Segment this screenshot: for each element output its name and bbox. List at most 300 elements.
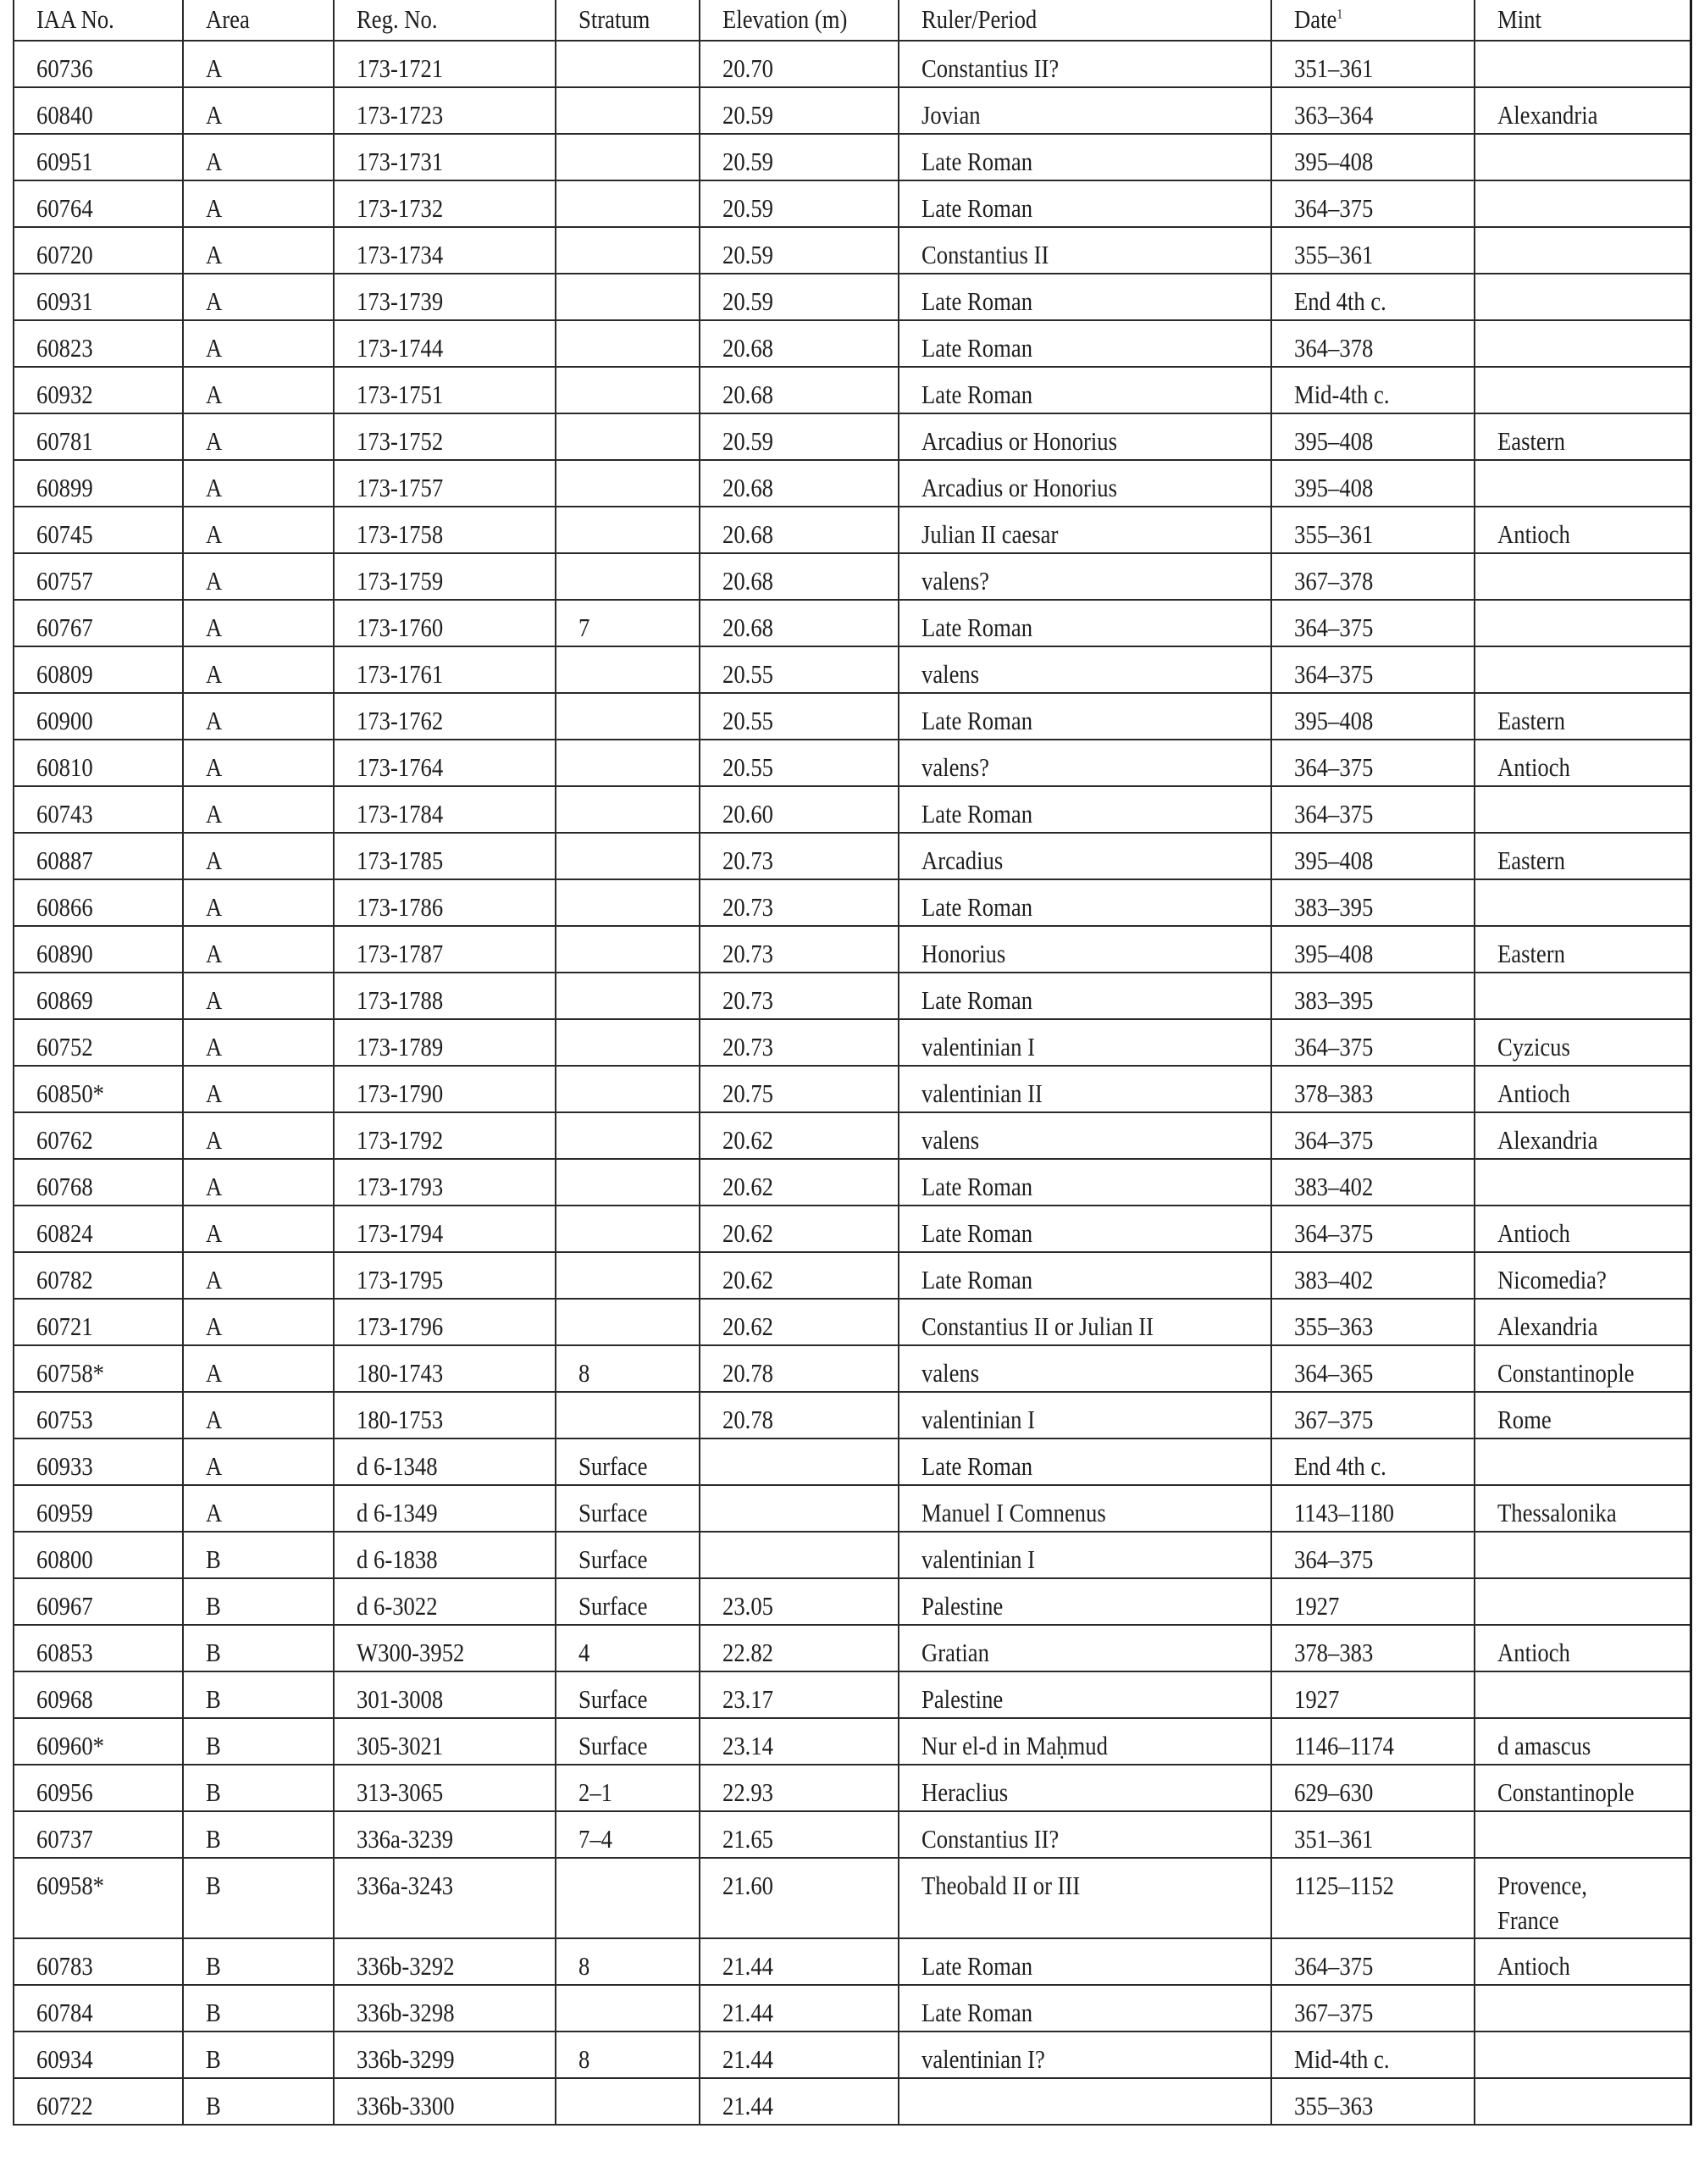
- cell-ruler: [899, 1811, 1271, 1858]
- table-row: [14, 1252, 1691, 1299]
- cell-iaa-no: [14, 180, 183, 227]
- cell-mint: [1475, 413, 1691, 460]
- cell-reg-no: [334, 1858, 556, 1938]
- cell-area: [183, 1718, 334, 1765]
- cell-reg-no: [334, 2032, 556, 2078]
- cell-text: 20.78: [722, 1405, 773, 1434]
- cell-mint: [1475, 553, 1691, 600]
- cell-stratum: [556, 1985, 700, 2032]
- cell-text: 395–408: [1294, 939, 1374, 968]
- cell-stratum: [556, 41, 700, 87]
- cell-iaa-no: [14, 1438, 183, 1485]
- cell-text: valens: [921, 659, 980, 689]
- cell-text: 173-1785: [357, 845, 444, 875]
- cell-area: [183, 1159, 334, 1206]
- cell-text: valens: [921, 1358, 980, 1388]
- coin-catalogue-table: [13, 0, 1692, 2126]
- cell-mint: [1475, 320, 1691, 367]
- cell-text: 60768: [36, 1172, 93, 1201]
- cell-ruler: [899, 1019, 1271, 1066]
- cell-text: B: [206, 1951, 221, 1981]
- cell-text: 363–364: [1294, 100, 1374, 130]
- cell-text: Late Roman: [921, 613, 1033, 642]
- cell-text: 60810: [36, 752, 93, 782]
- cell-text: A: [206, 240, 223, 269]
- cell-text: A: [206, 100, 223, 130]
- cell-text: 60809: [36, 659, 93, 689]
- cell-date: [1271, 1858, 1475, 1938]
- cell-text: 21.44: [722, 2091, 773, 2120]
- cell-ruler: [899, 413, 1271, 460]
- cell-text: Alexandria: [1497, 100, 1598, 130]
- cell-text: 20.73: [722, 845, 773, 875]
- cell-text: A: [206, 892, 223, 922]
- cell-text: valentinian I: [921, 1544, 1035, 1574]
- cell-ruler: [899, 600, 1271, 646]
- cell-elevation: [700, 1985, 899, 2032]
- cell-elevation: [700, 1625, 899, 1671]
- cell-reg-no: [334, 646, 556, 693]
- cell-text: 60767: [36, 613, 93, 642]
- cell-text: 20.73: [722, 985, 773, 1015]
- cell-elevation: [700, 1299, 899, 1345]
- table-row: [14, 1985, 1691, 2032]
- cell-text: 60762: [36, 1125, 93, 1155]
- cell-text: 336b-3300: [357, 2091, 455, 2120]
- table-row: [14, 1159, 1691, 1206]
- cell-text: 305-3021: [357, 1731, 444, 1760]
- cell-text: 21.44: [722, 1998, 773, 2027]
- cell-mint: [1475, 1345, 1691, 1392]
- cell-text: 20.68: [722, 519, 773, 549]
- cell-text: 364–375: [1294, 1218, 1374, 1248]
- cell-text: 60764: [36, 193, 93, 223]
- cell-text: 60824: [36, 1218, 93, 1248]
- cell-mint: [1475, 180, 1691, 227]
- cell-elevation: [700, 320, 899, 367]
- cell-ruler: [899, 1438, 1271, 1485]
- cell-stratum: [556, 879, 700, 926]
- cell-date: [1271, 1112, 1475, 1159]
- cell-text: 4: [578, 1638, 590, 1667]
- cell-text: Antioch: [1497, 1951, 1570, 1981]
- cell-ruler: [899, 2032, 1271, 2078]
- header-ruler-period: [899, 0, 1271, 41]
- cell-text: Alexandria: [1497, 1311, 1598, 1341]
- cell-mint: [1475, 740, 1691, 786]
- cell-mint: [1475, 1671, 1691, 1718]
- cell-elevation: [700, 507, 899, 553]
- table-row: [14, 1066, 1691, 1112]
- cell-date: [1271, 1206, 1475, 1252]
- cell-text: Cyzicus: [1497, 1032, 1570, 1062]
- cell-text: 383–395: [1294, 892, 1374, 922]
- cell-text: A: [206, 1172, 223, 1201]
- table-row: [14, 600, 1691, 646]
- header-elevation: [700, 0, 899, 41]
- cell-mint: [1475, 460, 1691, 507]
- cell-text: A: [206, 613, 223, 642]
- cell-reg-no: [334, 41, 556, 87]
- header-label: [1294, 2, 1342, 36]
- cell-date: [1271, 507, 1475, 553]
- cell-date: [1271, 1392, 1475, 1438]
- cell-iaa-no: [14, 87, 183, 134]
- cell-text: End 4th c.: [1294, 1451, 1386, 1481]
- cell-text: 351–361: [1294, 1824, 1374, 1854]
- cell-text: 60931: [36, 286, 93, 316]
- cell-text: d 6-1838: [357, 1544, 438, 1574]
- cell-text: 395–408: [1294, 426, 1374, 456]
- cell-iaa-no: [14, 786, 183, 833]
- cell-text: Late Roman: [921, 706, 1033, 735]
- cell-date: [1271, 1252, 1475, 1299]
- cell-text: 60960*: [36, 1731, 104, 1760]
- cell-text: 22.82: [722, 1638, 773, 1667]
- cell-text: 60890: [36, 939, 93, 968]
- cell-date: [1271, 926, 1475, 973]
- cell-mint: [1475, 973, 1691, 1019]
- cell-stratum: [556, 2078, 700, 2125]
- cell-text: 173-1794: [357, 1218, 444, 1248]
- cell-stratum: [556, 1206, 700, 1252]
- table-row: [14, 1299, 1691, 1345]
- cell-mint: [1475, 227, 1691, 274]
- cell-stratum: [556, 600, 700, 646]
- cell-stratum: [556, 1019, 700, 1066]
- cell-reg-no: [334, 833, 556, 879]
- cell-stratum: [556, 1066, 700, 1112]
- cell-reg-no: [334, 1019, 556, 1066]
- cell-ruler: [899, 507, 1271, 553]
- cell-text: A: [206, 333, 223, 363]
- cell-text: A: [206, 1358, 223, 1388]
- cell-text: A: [206, 706, 223, 735]
- cell-iaa-no: [14, 1299, 183, 1345]
- cell-text: A: [206, 1265, 223, 1294]
- cell-text: 20.59: [722, 147, 773, 176]
- cell-date: [1271, 320, 1475, 367]
- cell-text: 2–1: [578, 1777, 612, 1807]
- cell-text: 301-3008: [357, 1684, 444, 1714]
- cell-text: 20.62: [722, 1125, 773, 1155]
- cell-text: Arcadius or Honorius: [921, 426, 1118, 456]
- cell-text: 8: [578, 2044, 590, 2074]
- cell-stratum: [556, 1159, 700, 1206]
- cell-text: 173-1789: [357, 1032, 444, 1062]
- cell-text: 364–375: [1294, 659, 1374, 689]
- cell-iaa-no: [14, 460, 183, 507]
- footnote-marker: 1: [1337, 7, 1343, 22]
- cell-text: 336a-3239: [357, 1824, 454, 1854]
- cell-text: 336b-3299: [357, 2044, 455, 2074]
- cell-text: Nicomedia?: [1497, 1265, 1607, 1294]
- cell-reg-no: [334, 600, 556, 646]
- table-row: [14, 786, 1691, 833]
- cell-text: Antioch: [1497, 1078, 1570, 1108]
- cell-reg-no: [334, 553, 556, 600]
- cell-reg-no: [334, 1252, 556, 1299]
- cell-text: A: [206, 1032, 223, 1062]
- cell-text: Arcadius or Honorius: [921, 473, 1118, 502]
- cell-text: 367–375: [1294, 1998, 1374, 2027]
- cell-text: Surface: [578, 1684, 648, 1714]
- cell-elevation: [700, 460, 899, 507]
- cell-text: Eastern: [1497, 706, 1565, 735]
- cell-iaa-no: [14, 1112, 183, 1159]
- cell-iaa-no: [14, 553, 183, 600]
- cell-ruler: [899, 1159, 1271, 1206]
- cell-stratum: [556, 460, 700, 507]
- cell-text: B: [206, 2091, 221, 2120]
- cell-iaa-no: [14, 507, 183, 553]
- table-row: [14, 646, 1691, 693]
- table-row: [14, 41, 1691, 87]
- table-row: [14, 1485, 1691, 1532]
- cell-mint: [1475, 600, 1691, 646]
- cell-elevation: [700, 274, 899, 320]
- cell-date: [1271, 600, 1475, 646]
- cell-elevation: [700, 227, 899, 274]
- cell-text: 173-1751: [357, 380, 444, 409]
- table-row: [14, 693, 1691, 740]
- cell-text: 20.73: [722, 892, 773, 922]
- cell-reg-no: [334, 1066, 556, 1112]
- cell-area: [183, 41, 334, 87]
- cell-iaa-no: [14, 1066, 183, 1112]
- cell-mint: [1475, 1625, 1691, 1671]
- cell-stratum: [556, 553, 700, 600]
- cell-reg-no: [334, 1578, 556, 1625]
- cell-text: Late Roman: [921, 1451, 1033, 1481]
- cell-text: A: [206, 286, 223, 316]
- cell-text: 60752: [36, 1032, 93, 1062]
- cell-text: 60737: [36, 1824, 93, 1854]
- header-row: [14, 0, 1691, 41]
- cell-reg-no: [334, 227, 556, 274]
- cell-area: [183, 926, 334, 973]
- cell-text: Late Roman: [921, 799, 1033, 829]
- cell-text: B: [206, 2044, 221, 2074]
- cell-stratum: [556, 1858, 700, 1938]
- cell-mint: [1475, 2032, 1691, 2078]
- cell-text: Mid-4th c.: [1294, 2044, 1390, 2074]
- cell-date: [1271, 134, 1475, 180]
- cell-mint: [1475, 879, 1691, 926]
- cell-text: Eastern: [1497, 939, 1565, 968]
- table-row: [14, 1811, 1691, 1858]
- cell-ruler: [899, 1252, 1271, 1299]
- cell-stratum: [556, 2032, 700, 2078]
- cell-area: [183, 1019, 334, 1066]
- cell-elevation: [700, 833, 899, 879]
- cell-iaa-no: [14, 1985, 183, 2032]
- cell-text: 23.14: [722, 1731, 773, 1760]
- cell-text: A: [206, 1218, 223, 1248]
- cell-date: [1271, 973, 1475, 1019]
- cell-reg-no: [334, 926, 556, 973]
- cell-text: 355–363: [1294, 2091, 1374, 2120]
- cell-mint: [1475, 1811, 1691, 1858]
- cell-ruler: [899, 87, 1271, 134]
- cell-text: 8: [578, 1951, 590, 1981]
- cell-text: 60899: [36, 473, 93, 502]
- cell-iaa-no: [14, 274, 183, 320]
- cell-text: B: [206, 1638, 221, 1667]
- cell-mint: [1475, 507, 1691, 553]
- cell-mint: [1475, 1112, 1691, 1159]
- cell-text: 1927: [1294, 1591, 1340, 1621]
- cell-elevation: [700, 1578, 899, 1625]
- cell-text: 20.60: [722, 799, 773, 829]
- cell-text: Mid-4th c.: [1294, 380, 1390, 409]
- cell-text: 21.60: [722, 1871, 773, 1900]
- cell-elevation: [700, 1112, 899, 1159]
- cell-text: 20.55: [722, 706, 773, 735]
- cell-text: B: [206, 1824, 221, 1854]
- header-label: Mint: [1497, 4, 1541, 34]
- cell-area: [183, 413, 334, 460]
- cell-reg-no: [334, 786, 556, 833]
- table-row: [14, 1532, 1691, 1578]
- table-row: [14, 320, 1691, 367]
- cell-text: 20.68: [722, 613, 773, 642]
- cell-area: [183, 507, 334, 553]
- cell-text: 364–365: [1294, 1358, 1374, 1388]
- cell-elevation: [700, 553, 899, 600]
- cell-date: [1271, 274, 1475, 320]
- cell-text: valentinian I?: [921, 2044, 1045, 2074]
- cell-reg-no: [334, 740, 556, 786]
- cell-ruler: [899, 274, 1271, 320]
- cell-text: 367–378: [1294, 566, 1374, 596]
- cell-text: valens?: [921, 566, 989, 596]
- cell-date: [1271, 1811, 1475, 1858]
- cell-elevation: [700, 1066, 899, 1112]
- cell-iaa-no: [14, 926, 183, 973]
- cell-mint: [1475, 1858, 1691, 1938]
- cell-text: Palestine: [921, 1591, 1004, 1621]
- cell-text: Late Roman: [921, 286, 1033, 316]
- cell-text: A: [206, 519, 223, 549]
- cell-date: [1271, 833, 1475, 879]
- cell-elevation: [700, 367, 899, 413]
- cell-ruler: [899, 460, 1271, 507]
- cell-elevation: [700, 786, 899, 833]
- cell-text: Surface: [578, 1544, 648, 1574]
- cell-ruler: [899, 1858, 1271, 1938]
- cell-stratum: [556, 1438, 700, 1485]
- cell-stratum: [556, 87, 700, 134]
- cell-text: 60932: [36, 380, 93, 409]
- cell-reg-no: [334, 320, 556, 367]
- cell-text: 173-1762: [357, 706, 444, 735]
- cell-text: 20.68: [722, 333, 773, 363]
- cell-text: 60956: [36, 1777, 93, 1807]
- cell-date: [1271, 1019, 1475, 1066]
- cell-text: Late Roman: [921, 1172, 1033, 1201]
- cell-text: 20.70: [722, 53, 773, 83]
- cell-stratum: [556, 1345, 700, 1392]
- cell-date: [1271, 2078, 1475, 2125]
- cell-ruler: [899, 1578, 1271, 1625]
- cell-text: B: [206, 1777, 221, 1807]
- cell-text: valens: [921, 1125, 980, 1155]
- cell-text: 173-1723: [357, 100, 444, 130]
- cell-text: 364–375: [1294, 613, 1374, 642]
- cell-text: 336b-3292: [357, 1951, 455, 1981]
- header-stratum: [556, 0, 700, 41]
- cell-date: [1271, 1765, 1475, 1811]
- cell-text: 60720: [36, 240, 93, 269]
- table-row: [14, 507, 1691, 553]
- header-date: [1271, 0, 1475, 41]
- cell-area: [183, 1206, 334, 1252]
- cell-stratum: [556, 973, 700, 1019]
- cell-text: 20.68: [722, 380, 773, 409]
- cell-date: [1271, 740, 1475, 786]
- cell-text: 60757: [36, 566, 93, 596]
- cell-mint: [1475, 1985, 1691, 2032]
- cell-text: 364–375: [1294, 1951, 1374, 1981]
- table-row: [14, 1438, 1691, 1485]
- cell-text: 364–375: [1294, 1032, 1374, 1062]
- cell-text: 60866: [36, 892, 93, 922]
- cell-elevation: [700, 1345, 899, 1392]
- cell-area: [183, 693, 334, 740]
- cell-text: Constantius II: [921, 240, 1049, 269]
- cell-text: A: [206, 1498, 223, 1527]
- cell-text: 60781: [36, 426, 93, 456]
- cell-text: 383–402: [1294, 1265, 1374, 1294]
- cell-text: Late Roman: [921, 1218, 1033, 1248]
- cell-text: 173-1764: [357, 752, 444, 782]
- cell-text: Late Roman: [921, 1265, 1033, 1294]
- cell-text: 20.59: [722, 240, 773, 269]
- cell-iaa-no: [14, 1206, 183, 1252]
- cell-text: valentinian I: [921, 1032, 1035, 1062]
- cell-area: [183, 1811, 334, 1858]
- table-row: [14, 973, 1691, 1019]
- cell-text: 20.62: [722, 1172, 773, 1201]
- cell-text: 180-1753: [357, 1405, 444, 1434]
- cell-date: [1271, 460, 1475, 507]
- cell-iaa-no: [14, 1578, 183, 1625]
- cell-text: 21.44: [722, 2044, 773, 2074]
- cell-elevation: [700, 879, 899, 926]
- cell-date: [1271, 1159, 1475, 1206]
- cell-mint: [1475, 1485, 1691, 1532]
- cell-area: [183, 1438, 334, 1485]
- cell-text: B: [206, 1591, 221, 1621]
- cell-stratum: [556, 693, 700, 740]
- cell-elevation: [700, 1532, 899, 1578]
- cell-reg-no: [334, 1392, 556, 1438]
- cell-text: 60721: [36, 1311, 93, 1341]
- cell-text: Alexandria: [1497, 1125, 1598, 1155]
- cell-area: [183, 1765, 334, 1811]
- cell-text: Late Roman: [921, 193, 1033, 223]
- table-row: [14, 87, 1691, 134]
- cell-mint: [1475, 274, 1691, 320]
- header-label: Ruler/Period: [921, 4, 1038, 34]
- cell-text: 20.62: [722, 1218, 773, 1248]
- cell-iaa-no: [14, 973, 183, 1019]
- cell-text: 20.78: [722, 1358, 773, 1388]
- cell-elevation: [700, 740, 899, 786]
- cell-reg-no: [334, 507, 556, 553]
- cell-ruler: [899, 2078, 1271, 2125]
